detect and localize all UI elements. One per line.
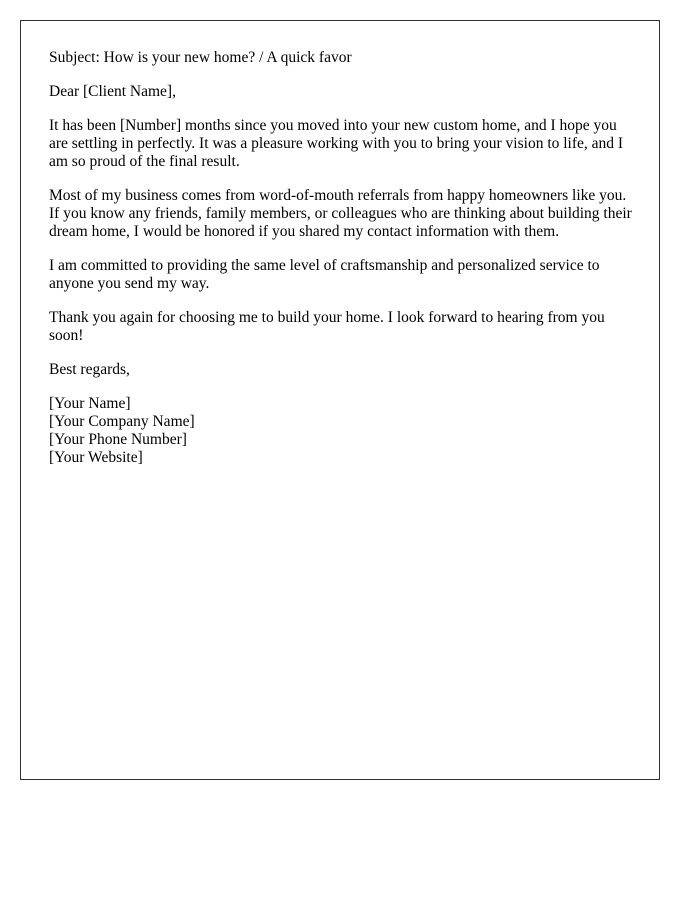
signature-website: [Your Website] xyxy=(49,449,143,466)
letter-paragraph: I am committed to providing the same level of craftsmanship and personalized service to anyone you send my way. xyxy=(49,257,600,292)
signature-company: [Your Company Name] xyxy=(49,413,195,430)
letter-body xyxy=(49,49,639,483)
signature-block xyxy=(49,395,639,467)
letter-paragraph: Most of my business comes from word-of-mouth referrals from happy homeowners like you. If you know any friends, family members, or colleagues who are thinking about building their dream home, I would be honored if you shared my contact information with them. xyxy=(49,187,632,240)
letter-paragraph: It has been [Number] months since you moved into your new custom home, and I hope you are settling in perfectly. It was a pleasure working with you to bring your vision to life, and I am so proud of the final result. xyxy=(49,117,624,170)
letter-subject: Subject: How is your new home? / A quick favor xyxy=(49,49,352,66)
letter-closing: Best regards, xyxy=(49,361,130,378)
letter-frame xyxy=(20,20,660,780)
letter-paragraph: Thank you again for choosing me to build your home. I look forward to hearing from you soon! xyxy=(49,309,605,344)
letter-salutation: Dear [Client Name], xyxy=(49,83,176,100)
signature-phone: [Your Phone Number] xyxy=(49,431,187,448)
signature-name: [Your Name] xyxy=(49,395,131,412)
